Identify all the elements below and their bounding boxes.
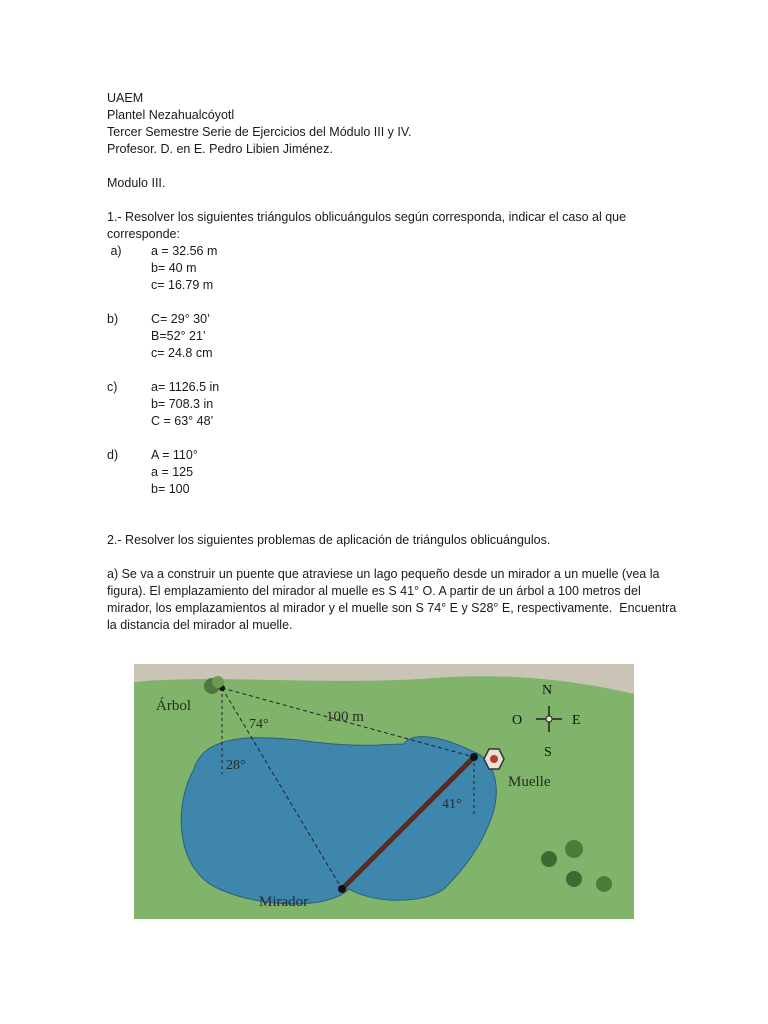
lake-figure [134, 664, 634, 919]
compass-west: O [512, 713, 523, 728]
item-label: b) [107, 312, 119, 326]
item-value: a = 125 [151, 465, 194, 479]
problem-a-line: mirador, los emplazamientos al mirador y el muelle son S 74° E y S28° E, respectivamente. Encuentra [107, 601, 677, 615]
item-label: a) [107, 244, 122, 258]
label-arbol: Árbol [156, 698, 191, 714]
exercise-item [107, 447, 667, 498]
campus-name: Plantel Nezahualcóyotl [107, 108, 235, 122]
muelle-point [470, 753, 478, 761]
item-value: A = 110° [151, 448, 198, 462]
document-body [107, 90, 677, 634]
item-value: a= 1126.5 in [151, 380, 220, 394]
q2-prompt: 2.- Resolver los siguientes problemas de aplicación de triángulos oblicuángulos. [107, 533, 551, 547]
problem-a-line: a) Se va a construir un puente que atraviese un lago pequeño desde un mirador a un muelle (vea la [107, 567, 660, 581]
item-value: C= 29° 30’ [151, 312, 210, 326]
item-value: c= 16.79 m [151, 278, 214, 292]
item-value: B=52° 21’ [151, 329, 206, 343]
module-heading: Modulo III. [107, 176, 166, 190]
item-value: b= 40 m [151, 261, 197, 275]
label-muelle: Muelle [508, 774, 551, 790]
item-value: b= 100 [151, 482, 190, 496]
lake-diagram [134, 664, 634, 919]
label-angle-74: 74° [249, 717, 269, 732]
mirador-point [338, 885, 346, 893]
compass-south: S [544, 745, 552, 760]
label-mirador: Mirador [259, 894, 309, 910]
label-distance: 100 m [326, 709, 364, 725]
item-value: a = 32.56 m [151, 244, 218, 258]
q1-prompt-line1: 1.- Resolver los siguientes triángulos oblicuángulos según corresponda, indicar el caso al que [107, 210, 627, 224]
exercise-item [107, 243, 667, 294]
school-name: UAEM [107, 91, 144, 105]
exercise-item [107, 311, 667, 362]
professor-name: Profesor. D. en E. Pedro Libien Jiménez. [107, 142, 333, 156]
compass-north: N [542, 683, 553, 698]
compass-east: E [572, 713, 581, 728]
item-value: C = 63° 48’ [151, 414, 214, 428]
item-label: d) [107, 448, 119, 462]
item-value: c= 24.8 cm [151, 346, 213, 360]
exercise-item [107, 379, 667, 430]
problem-a-line: la distancia del mirador al muelle. [107, 618, 293, 632]
problem-a-line: figura). El emplazamiento del mirador al muelle es S 41° O. A partir de un árbol a 100 metros del [107, 584, 641, 598]
item-value: b= 708.3 in [151, 397, 214, 411]
course-title: Tercer Semestre Serie de Ejercicios del Módulo III y IV. [107, 125, 412, 139]
label-angle-41: 41° [442, 797, 462, 812]
label-angle-28: 28° [226, 758, 246, 773]
q1-prompt-line2: corresponde: [107, 227, 180, 241]
item-label: c) [107, 380, 118, 394]
